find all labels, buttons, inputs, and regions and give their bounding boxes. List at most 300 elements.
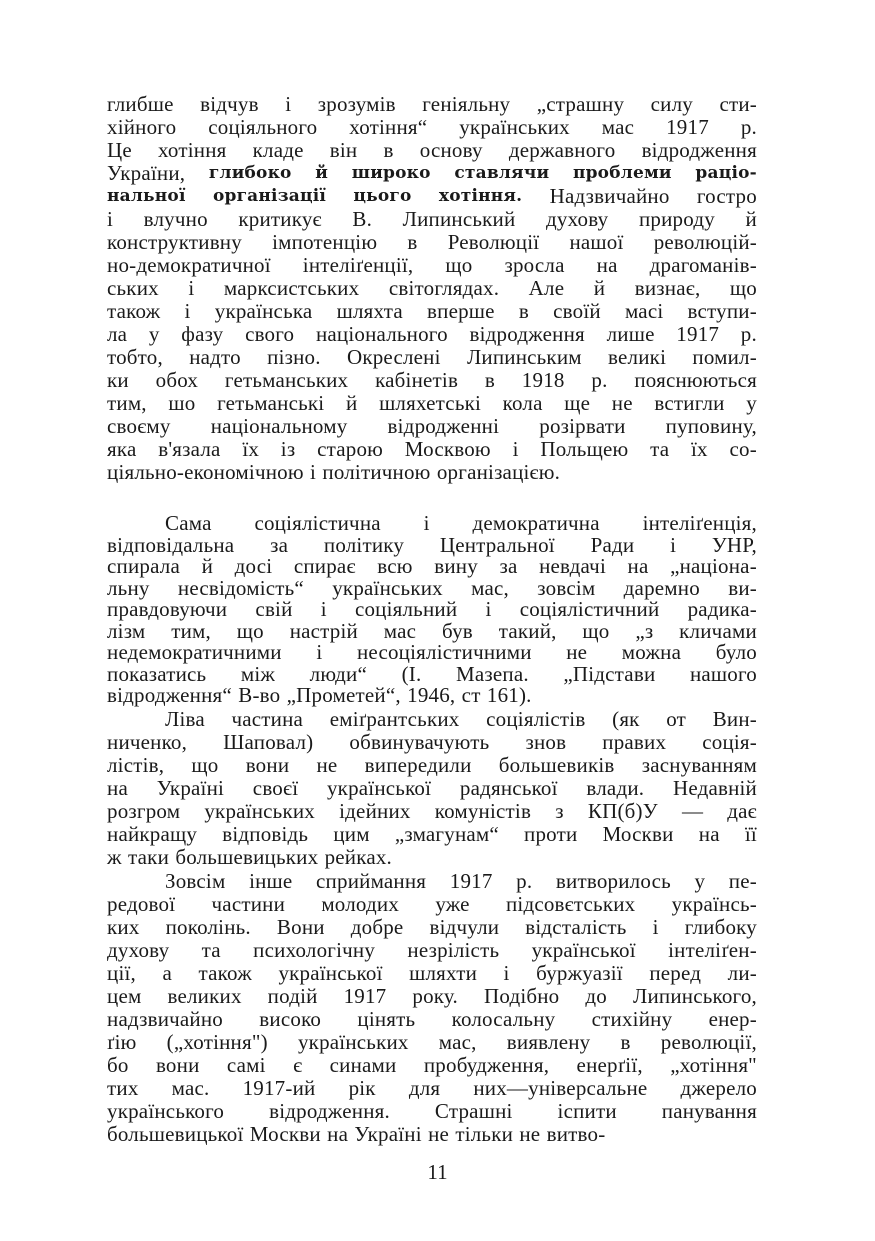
word: не [519,1122,541,1146]
word: незрілість [407,938,500,962]
word: бо [107,1053,129,1077]
word: „хотіння" [670,1053,757,1077]
word: р. [740,115,757,139]
word: демократична [472,511,600,535]
word: й [201,554,214,578]
word: на [327,1122,349,1146]
word: виявлену [506,1030,591,1054]
paragraph-3 [107,708,757,869]
word: української [326,776,432,800]
word: і [310,460,317,484]
word: і [188,276,195,300]
bold-word: нальної [107,186,186,206]
word: (І. [401,661,422,686]
word: шляхетські [379,391,482,415]
text-line [107,823,757,846]
word: соціялістів [486,707,586,731]
word: ції, [107,961,136,985]
word: великих [167,984,242,1008]
word: тільки [455,1122,514,1146]
word: своєму [107,414,171,438]
word: на [596,253,618,277]
word: й [593,276,606,300]
word: зовсім [537,575,596,600]
word: невдачі [539,554,606,578]
word: і [184,299,191,323]
word: Липинський [402,207,516,231]
word: молодих [321,892,400,916]
word: із [280,437,296,461]
word: визнає, [634,276,701,300]
word: 1918 [521,368,565,392]
word: влучно [143,207,208,231]
text-line [107,277,757,300]
text-line [107,532,757,557]
word: витворилось [555,869,671,893]
word: до [585,984,607,1008]
word: несоціялістичними [356,640,532,664]
bold-word: ставлячи [454,163,550,183]
word: масі [624,299,664,323]
text-line [107,685,757,707]
text-line [107,870,757,893]
word: сти- [719,92,757,116]
word: старою [317,437,384,461]
word: ниченко, [107,730,188,754]
word: комуністів [434,799,532,823]
text-line [107,985,757,1008]
bold-word: глибоко [208,163,292,183]
word: їх [242,437,260,461]
word: Надзвичайно [549,184,670,208]
word: них—універсальне [473,1076,648,1100]
word: сприймання [316,869,427,893]
word: ще [564,391,591,415]
word: помил- [692,345,757,369]
word: мас, [438,1030,477,1054]
word: Окреслені [346,345,441,369]
text-line [107,1100,757,1123]
word: світоглядах. [388,276,500,300]
text-line [107,893,757,916]
word: Вин- [712,707,757,731]
word: тим, [107,391,147,415]
word: великі [608,345,667,369]
word: і [485,597,492,621]
word: політику [323,532,405,557]
word: добре [350,915,404,939]
word: розгром [107,799,181,823]
word: українських [297,1030,409,1054]
word: і [670,532,677,557]
word: р. [591,368,608,392]
text-line [107,1123,757,1146]
word: своєї [252,776,299,800]
word: не [566,640,588,664]
word: ких [107,915,140,939]
word: обох [155,368,199,392]
word: влади. [586,776,645,800]
word: еміґрантських [329,707,460,731]
word: ідейних [339,799,411,823]
bold-word: проблеми [572,163,672,183]
text-line [107,708,757,731]
word: глибше [107,92,174,116]
word: ст [461,683,481,707]
text-line [107,139,757,162]
word: відповідальна [107,532,235,557]
word: що [729,276,757,300]
text-line [107,162,757,185]
word: стихійну [591,1007,673,1031]
word: „Підстави [563,661,656,686]
word: гетьманських [224,368,349,392]
word: панування [661,1099,757,1123]
word: шо [168,391,196,415]
word: відродження [641,138,757,162]
word: високо [259,1007,322,1031]
text-line [107,1008,757,1031]
word: лізм [107,618,146,643]
word: колосальну [451,1007,556,1031]
word: 1917 [666,115,709,139]
word: Недавній [672,776,757,800]
word: й [345,391,358,415]
word: 1917-ий [242,1076,316,1100]
word: та [650,437,670,461]
word: Польщею [540,437,629,461]
text-line [107,369,757,392]
word: ки [107,368,129,392]
text-line [107,846,757,869]
word: такий, [498,618,557,643]
word: Сама [165,511,212,535]
word: знов [525,730,567,754]
word: мас [383,618,417,643]
word: УНР, [711,532,757,557]
word: Але [528,276,565,300]
bold-word: цього [353,186,412,206]
word: Москви [602,822,674,846]
word: він [329,138,358,162]
word: глибоку [684,915,757,939]
text-line [107,800,757,823]
word: Україні [156,776,225,800]
word: радянської [459,776,558,800]
word: марксистських [223,276,360,300]
word: і [652,915,659,939]
text-line [107,208,757,231]
text-line [107,661,757,686]
word: іспити [557,1099,617,1123]
word: „з [635,618,654,643]
word: та [201,938,221,962]
word: р. [740,322,757,346]
word: свого [245,322,295,346]
word: большевицьких [175,845,319,869]
word: також [107,299,161,323]
text-line [107,392,757,415]
text-line [107,513,757,535]
word: „страшну [536,92,625,116]
text-line [107,323,757,346]
word: енерґії, [576,1053,643,1077]
text-line [107,731,757,754]
word: большевиків [498,753,615,777]
word: в [484,368,495,392]
word: в'язала [158,437,221,461]
word: України, [107,161,186,185]
word: її [744,822,757,846]
word: інтеліґенція, [642,511,757,535]
word: нашого [689,661,757,686]
word: був [442,618,473,643]
word: льну [107,575,150,600]
word: їх [691,437,708,461]
word: несвідомість“ [177,575,304,600]
word: революцій- [653,230,757,254]
word: проти [524,822,578,846]
word: національного [315,322,448,346]
paragraph-2 [107,513,757,707]
text-line [107,777,757,800]
word: геніяльну [422,92,511,116]
word: спирала [107,554,181,578]
word: настрій [289,618,358,643]
word: частини [211,892,286,916]
word: гостро [696,184,757,208]
word: не [316,753,338,777]
word: большевицької [107,1122,244,1146]
word: соціялістична [254,511,381,535]
word: ціяльно-економічною [107,460,304,484]
word: Москвою [404,437,491,461]
word: Подібно [483,984,560,1008]
word: а [162,961,173,985]
word: ґію [107,1030,137,1054]
word: ви- [728,575,757,600]
word: тим, [171,618,211,643]
word: і [503,961,510,985]
word: у [694,869,706,893]
word: 1917 [676,322,720,346]
word: організацією. [436,460,561,484]
page-number: 11 [427,1160,448,1184]
word: на [627,554,649,578]
word: нашої [569,230,624,254]
word: таки [128,845,170,869]
word: вступи- [687,299,757,323]
word: зросла [504,253,565,277]
word: обвинувачують [349,730,490,754]
word: цим [333,822,370,846]
word: у [148,322,160,346]
word: революції, [660,1030,757,1054]
word: свій [255,597,293,621]
word: самі [226,1053,266,1077]
word: 161). [486,683,532,707]
word: Липинського, [633,984,757,1008]
word: пуповину, [665,414,757,438]
paragraph-4 [107,870,757,1146]
word: зрозумів [317,92,396,116]
word: шляхти [409,961,478,985]
word: за [270,532,289,557]
word: вперше [427,299,495,323]
word: рейках. [324,845,392,869]
text-line [107,916,757,939]
word: в [407,230,418,254]
word: В-во [238,683,281,707]
word: ла [107,322,128,346]
word: гетьманські [217,391,325,415]
word: і [107,207,114,231]
word: даремно [623,575,700,600]
word: українських [332,575,443,600]
word: яка [107,437,137,461]
word: відсталість [525,915,627,939]
word: українських [204,799,315,823]
word: „націона- [670,554,757,578]
text-line [107,300,757,323]
text-line [107,254,757,277]
word: Вони [276,915,325,939]
word: національному [210,414,348,438]
word: для [408,1076,441,1100]
word: української [278,961,383,985]
word: психологічну [253,938,376,962]
word: за [499,554,518,578]
text-line [107,754,757,777]
word: мас. [171,1076,210,1100]
word: Москви [249,1122,321,1146]
word: ських [107,276,159,300]
word: що [236,618,264,643]
word: не [428,1122,450,1146]
word: заснуванням [641,753,757,777]
word: недемократичними [107,640,282,664]
word: також [198,961,252,985]
word: енер- [708,1007,757,1031]
text-line [107,939,757,962]
word: правих [602,730,667,754]
word: цінять [357,1007,416,1031]
word: мас, [471,575,509,600]
word: надзвичайно [107,1007,224,1031]
bold-word: раціо- [695,163,757,183]
text-line [107,461,757,484]
word: рік [348,1076,376,1100]
word: основу [419,138,483,162]
word: редової [107,892,176,916]
word: підсовєтських [505,892,636,916]
word: витво- [546,1122,606,1146]
word: вину [434,554,478,578]
word: („хотіння") [166,1030,268,1054]
text-line [107,618,757,643]
word: перед [649,961,702,985]
word: люди“ [309,661,368,686]
text-line [107,346,757,369]
word: і [316,640,323,664]
text-line [107,438,757,461]
text-line [107,1077,757,1100]
word: з [555,799,564,823]
word: радика- [687,597,757,621]
word: соція- [702,730,757,754]
word: і [285,92,292,116]
word: у [746,391,757,415]
word: Це [107,138,132,162]
word: не [611,391,633,415]
text-line [107,1054,757,1077]
word: відродження [469,322,585,346]
text-line [107,575,757,600]
word: вони [245,753,290,777]
word: що [191,753,219,777]
word: „змагунам“ [394,822,499,846]
word: конструктивну [107,230,242,254]
word: кличами [679,618,757,643]
text-line [107,415,757,438]
word: силу [650,92,693,116]
word: мас [601,115,635,139]
word: року. [412,984,458,1008]
word: синами [329,1053,397,1077]
word: 1917 [449,869,493,893]
word: лише [606,322,655,346]
word: правдовуючи [107,597,228,621]
word: відродження. [269,1099,390,1123]
word: українсь- [671,892,757,916]
word: українська [214,299,313,323]
word: хійного [107,115,177,139]
word: Зовсім [165,869,226,893]
word: духову [107,938,170,962]
word: відродженні [387,414,500,438]
word: українського [107,1099,225,1123]
word: но-демократичної [107,253,271,277]
text-line [107,231,757,254]
word: подій [267,984,318,1008]
word: соціялістичний [519,597,660,621]
word: пробудження, [423,1053,550,1077]
word: в [620,1030,631,1054]
text-line [107,962,757,985]
word: Ради [590,532,635,557]
word: й [745,207,757,231]
word: тих [107,1076,139,1100]
word: всю [377,554,413,578]
bold-word: широко [351,163,431,183]
word: р. [516,869,533,893]
word: 1917 [343,984,387,1008]
text-line [107,93,757,116]
word: буржуазії [536,961,623,985]
word: пе- [728,869,757,893]
word: ж [107,845,122,869]
word: є [293,1053,303,1077]
word: — [681,799,704,823]
word: і [512,437,519,461]
word: на [107,776,128,800]
word: фазу [181,322,224,346]
word: своїй [553,299,601,323]
word: державного [508,138,616,162]
word: КП(б)У [587,799,658,823]
word: хотіння“ [349,115,428,139]
word: частина [231,707,304,731]
